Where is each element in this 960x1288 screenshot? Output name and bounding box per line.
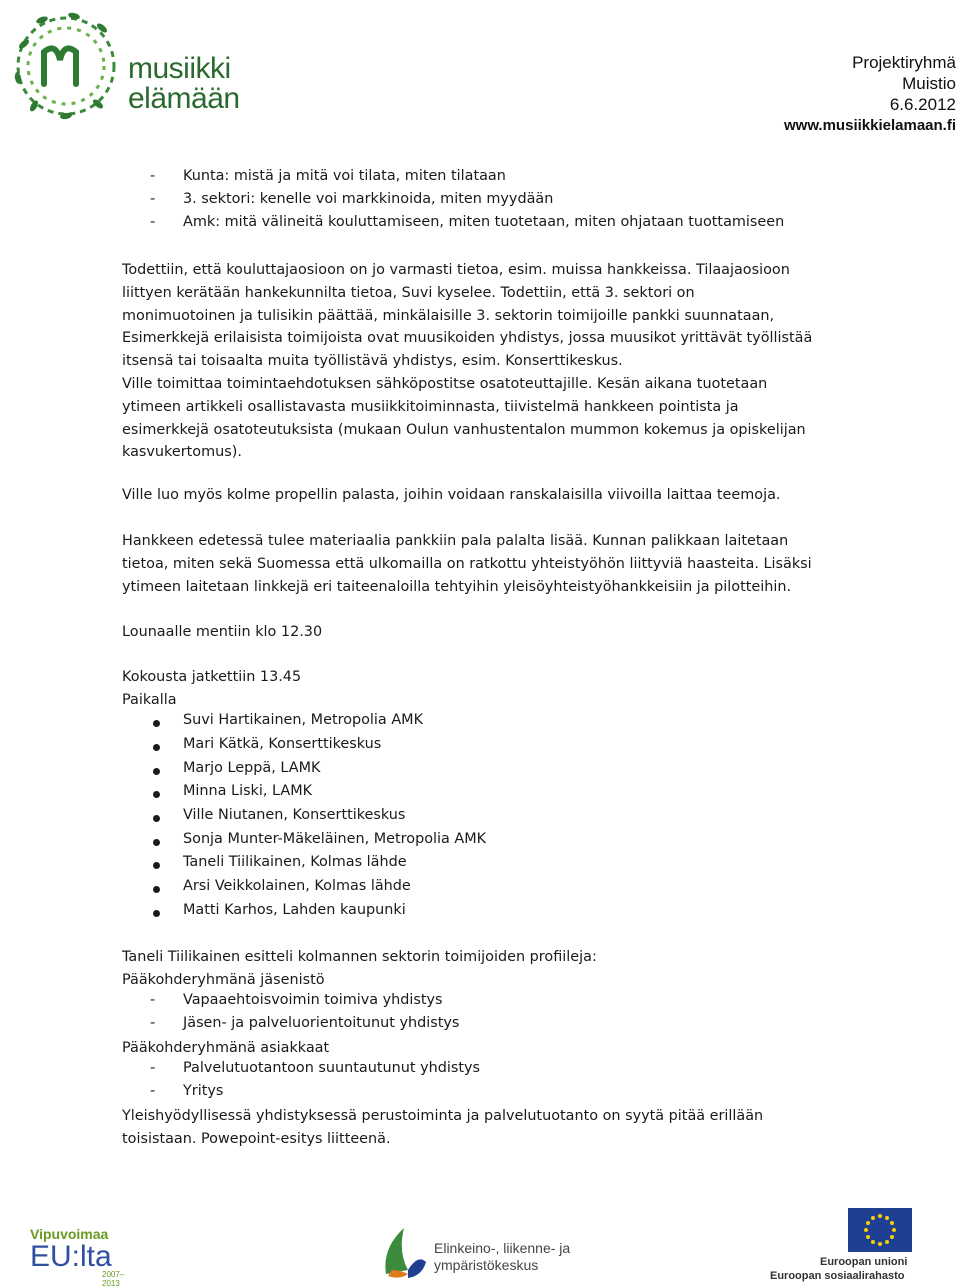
list-item-text: Yritys: [183, 1083, 224, 1099]
bullet-marker: [153, 744, 160, 751]
ely-keskus-logo: [378, 1224, 598, 1284]
attendee-name: Matti Karhos, Lahden kaupunki: [183, 902, 406, 918]
paragraph-propeller: [122, 484, 842, 507]
attendee-name: Ville Niutanen, Konserttikeskus: [183, 807, 406, 823]
text-line: liittyen kerätään hankekunnilta tietoa, Suvi kyselee. Todettiin, että 3. sektori on: [122, 284, 695, 301]
text-line: Lounaalle mentiin klo 12.30: [122, 624, 323, 640]
attendee-name: Marjo Leppä, LAMK: [183, 760, 321, 776]
text-line: kasvukertomus).: [122, 444, 242, 461]
paragraph-group2: [122, 1037, 842, 1060]
dash-marker: -: [150, 1060, 156, 1076]
attendee-name: Sonja Munter-Mäkeläinen, Metropolia AMK: [183, 831, 487, 847]
list-item: [0, 168, 960, 190]
list-item: [0, 807, 960, 829]
paragraph-material: [122, 530, 842, 598]
list-item: [0, 1015, 960, 1037]
ely-line-2: ympäristökeskus: [434, 1257, 539, 1273]
list-item-text: Vapaaehtoisvoimin toimiva yhdistys: [183, 992, 443, 1008]
ely-line-1: Elinkeino-, liikenne- ja: [434, 1240, 571, 1256]
list-item: [0, 831, 960, 853]
list-item-text: Kunta: mistä ja mitä voi tilata, miten tilataan: [183, 168, 506, 184]
dash-marker: -: [150, 1015, 156, 1031]
vipu-years-text: 2007–2013: [102, 1270, 125, 1288]
ely-emblem-icon: [378, 1224, 430, 1282]
text-line: Hankkeen edetessä tulee materiaalia pankkiin pala palalta lisää. Kunnan palikkaan laitetaan: [122, 533, 789, 549]
bullet-marker: [153, 862, 160, 869]
paragraph-findings: [122, 259, 842, 464]
text-line: monimuotoinen ja tulisikin päättää, minkälaisille 3. sektorin toimijoille pankki suunnataan,: [122, 307, 775, 324]
list-item: [0, 783, 960, 805]
attendee-name: Arsi Veikkolainen, Kolmas lähde: [183, 878, 411, 894]
attendee-name: Suvi Hartikainen, Metropolia AMK: [183, 712, 424, 728]
dash-marker: -: [150, 191, 156, 207]
eu-stars-icon: [848, 1208, 912, 1252]
vipuvoimaa-logo: [30, 1224, 140, 1288]
group-label: Pääkohderyhmänä jäsenistö: [122, 971, 325, 988]
paragraph-continued: [122, 666, 842, 712]
vipu-eu-text: EU:lta: [30, 1240, 112, 1273]
logo-word-2: elämään: [128, 82, 240, 115]
musiikki-elamaan-logo: [4, 4, 244, 124]
list-item-text: Palvelutuotantoon suuntautunut yhdistys: [183, 1060, 481, 1076]
eu-social-fund-text: Euroopan sosiaalirahasto: [770, 1270, 905, 1282]
bullet-marker: [153, 815, 160, 822]
attendee-name: Minna Liski, LAMK: [183, 783, 313, 799]
list-item: [0, 712, 960, 734]
list-item: [0, 191, 960, 213]
text-line: ytimeen artikkeli osallistavasta musiikkitoiminnasta, tiivistelmä hankkeen pointista ja: [122, 398, 739, 415]
paragraph-lunch: [122, 621, 842, 644]
list-item: [0, 992, 960, 1014]
meta-date: 6.6.2012: [889, 95, 956, 114]
text-line: esimerkkejä osatoteutuksista (mukaan Oulun vanhustentalon mummon kokemus ja opiskelijan: [122, 421, 806, 438]
dash-marker: -: [150, 992, 156, 1008]
dash-marker: -: [150, 214, 156, 230]
paragraph-profiles: [122, 946, 842, 992]
attendee-name: Taneli Tiilikainen, Kolmas lähde: [183, 854, 407, 870]
text-line: Ville luo myös kolme propellin palasta, joihin voidaan ranskalaisilla viivoilla laittaa teemoja.: [122, 487, 781, 503]
eu-logo: [770, 1206, 956, 1286]
text-line: tietoa, miten sekä Suomessa että ulkomailla on ratkottu yhteistyöhön liittyviä haasteita. Lisäksi: [122, 555, 812, 572]
text-line: Ville toimittaa toimintaehdotuksen sähköpostitse osatoteuttajille. Kesän aikana tuotetaan: [122, 375, 768, 392]
text-line: toisistaan. Powepoint-esitys liitteenä.: [122, 1130, 391, 1147]
attendee-name: Mari Kätkä, Konserttikeskus: [183, 736, 382, 752]
present-label: Paikalla: [122, 691, 177, 708]
list-item: [0, 1060, 960, 1082]
bullet-marker: [153, 768, 160, 775]
text-line: ytimeen laitetaan linkkejä eri taiteenaloilla tehtyihin yleisöyhteistyöhankkeisiin ja pilotteihin.: [122, 578, 792, 595]
vipu-top-text: Vipuvoimaa: [30, 1226, 109, 1242]
bullet-marker: [153, 839, 160, 846]
list-item: [0, 736, 960, 758]
text-line: itsensä tai toisaalta muita työllistävä yhdistys, esim. Konserttikeskus.: [122, 353, 623, 370]
bullet-marker: [153, 791, 160, 798]
text-line: Kokousta jatkettiin 13.45: [122, 669, 302, 685]
list-item-text: Amk: mitä välineitä kouluttamiseen, miten tuotetaan, miten ohjataan tuottamiseen: [183, 214, 785, 230]
bullet-marker: [153, 910, 160, 917]
meta-url[interactable]: www.musiikkielamaan.fi: [783, 117, 956, 134]
text-line: Esimerkkejä erilaisista toimijoista ovat muusikoiden yhdistys, jossa muusikot yrittävät työllistää: [122, 330, 813, 347]
leaf-circle-icon: [4, 4, 134, 124]
meta-doc-type: Muistio: [902, 74, 956, 93]
list-item: [0, 760, 960, 782]
dash-marker: -: [150, 1083, 156, 1099]
logo-wordmark: [128, 54, 240, 114]
group-label: Pääkohderyhmänä asiakkaat: [122, 1040, 330, 1056]
text-line: Taneli Tiilikainen esitteli kolmannen sektorin toimijoiden profiileja:: [122, 949, 597, 965]
logo-word-1: musiikki: [128, 52, 231, 85]
eu-union-text: Euroopan unioni: [820, 1256, 908, 1268]
list-item-text: 3. sektori: kenelle voi markkinoida, miten myydään: [183, 191, 554, 207]
list-item: [0, 902, 960, 924]
list-item-text: Jäsen- ja palveluorientoitunut yhdistys: [183, 1015, 460, 1031]
paragraph-closing: [122, 1105, 842, 1151]
eu-flag-icon: [848, 1208, 912, 1252]
list-item: [0, 854, 960, 876]
list-item: [0, 878, 960, 900]
list-item: [0, 1083, 960, 1105]
bullet-marker: [153, 886, 160, 893]
text-line: Yleishyödyllisessä yhdistyksessä perustoiminta ja palvelutuotanto on syytä pitää erillään: [122, 1108, 764, 1124]
text-line: Todettiin, että kouluttajaosioon on jo varmasti tietoa, esim. muissa hankkeissa. Tilaajaosioon: [122, 262, 790, 278]
dash-marker: -: [150, 168, 156, 184]
document-meta: [784, 52, 956, 136]
meta-group: Projektiryhmä: [852, 53, 956, 72]
bullet-marker: [153, 720, 160, 727]
list-item: [0, 214, 960, 236]
ely-name: [434, 1240, 570, 1274]
